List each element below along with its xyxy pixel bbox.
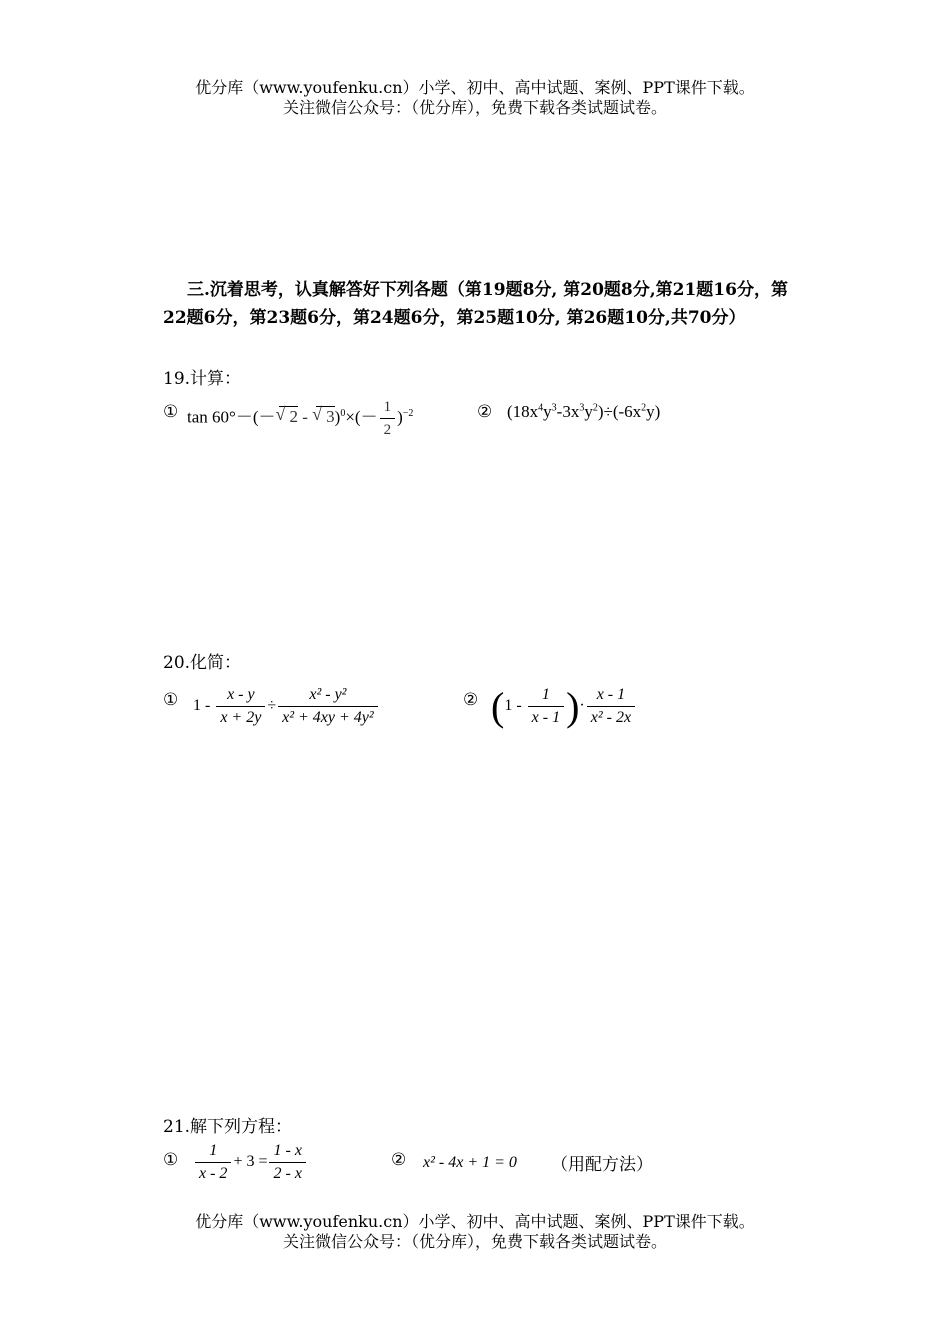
section-title: 三.沉着思考，认真解答好下列各题（第19题8分, 第20题8分,第21题16分，第22题6分，第23题6分，第24题6分，第25题10分, 第26题10分,共70分） [163, 280, 788, 328]
q19-p1-fraction [380, 396, 396, 441]
q19-p1-a: tan 60°－(－ [187, 407, 276, 427]
numerator: x - 1 [587, 684, 635, 707]
numerator: 1 [195, 1140, 231, 1163]
q19-p2-e3: 3 [579, 402, 585, 414]
denominator: 2 - x [273, 1165, 302, 1182]
q19-p1-exp: −2 [402, 407, 414, 419]
q20-p2-fraction-2 [587, 684, 635, 729]
header-line-2: 关注微信公众号：（优分库），免费下载各类试题试卷。 [282, 98, 667, 117]
q21-p1-fraction-1 [195, 1140, 231, 1185]
q20-part2-expression: (1 - $\frac{1}{x - 1}$ )· $\frac{x - 1}{\text{x² - 2x}}$ [491, 684, 637, 729]
q21-row [163, 1140, 803, 1200]
q19-p2-b: y [543, 402, 552, 421]
radicand-3: 3 [326, 407, 335, 427]
q21-p1-fraction-2 [269, 1140, 305, 1185]
q19-label: 19.计算： [163, 369, 242, 389]
q20-p1-fraction-1 [216, 684, 265, 729]
q20-part1-mark: ① [163, 690, 179, 710]
q19-p2-g: y) [646, 402, 661, 421]
q19-p1-minus: - [297, 407, 313, 427]
footer-line-2: 关注微信公众号：（优分库），免费下载各类试题试卷。 [282, 1232, 667, 1251]
q19-p2-c: -3x [556, 402, 580, 421]
denominator: x² + 4xy + 4y² [282, 709, 374, 726]
q19-p2-e4: 2 [592, 402, 598, 414]
q20-label: 20.化简： [163, 653, 242, 673]
q19-p2-f: )÷(-6x [597, 402, 642, 421]
q20-p2-dot: · [579, 697, 585, 715]
q19-row [163, 396, 803, 456]
q19-p2-e1: 4 [538, 402, 544, 414]
numerator: x - y [216, 684, 265, 707]
q20-p1-fraction-2 [278, 684, 378, 729]
denominator: x + 2y [220, 709, 262, 726]
numerator: 1 - x [269, 1140, 305, 1163]
radicand-2: 2 [289, 407, 298, 427]
q20-part1-expression [193, 684, 380, 729]
q20-part2-mark: ② [463, 690, 479, 710]
denominator: x - 1 [531, 709, 561, 726]
header-line-1: 优分库（www.youfenku.cn）小学、初中、高中试题、案例、PPT课件下载。 [195, 78, 755, 97]
q20-p1-divide: ÷ [267, 697, 277, 715]
sqrt-3 [316, 406, 335, 427]
q21-p1-mid: + 3 = [233, 1153, 268, 1171]
q19-part2-mark: ② [477, 402, 493, 422]
denominator: 2 [383, 422, 392, 438]
q21-part2-equation: x² - 4x + 1 = 0 [423, 1154, 517, 1171]
q19-p1-b: ) [334, 407, 341, 427]
q19-p2-e5: 2 [641, 402, 647, 414]
denominator: x² - 2x [590, 709, 632, 726]
q21-label: 21.解下列方程： [163, 1117, 293, 1137]
numerator: 1 [380, 396, 396, 419]
q21-part1-mark: ① [163, 1150, 179, 1170]
q21-part2-note: （用配方法） [551, 1155, 653, 1174]
q19-p2-e2: 3 [551, 402, 557, 414]
q19-p1-d: ) [397, 407, 403, 427]
q19-p1-exp0: 0 [340, 407, 346, 419]
denominator: x - 2 [199, 1165, 228, 1182]
q21-part1-expression [193, 1140, 308, 1185]
q19-p1-c: ×(－ [345, 407, 378, 427]
q19-part1-expression [187, 396, 413, 441]
numerator: x² - y² [278, 684, 378, 707]
q21-part2-mark: ② [391, 1150, 407, 1170]
q20-p2-lead: 1 - [504, 697, 526, 715]
q20-row [163, 684, 803, 744]
q19-p2-d: y [584, 402, 593, 421]
q20-p2-fraction-1 [528, 684, 564, 729]
q19-part2-expression [507, 402, 660, 422]
footer-line-1: 优分库（www.youfenku.cn）小学、初中、高中试题、案例、PPT课件下载。 [195, 1212, 755, 1231]
sqrt-2 [279, 406, 298, 427]
q19-p2-a: (18x [507, 402, 539, 421]
q20-p1-lead: 1 - [193, 697, 215, 715]
q19-part1-mark: ① [163, 402, 179, 422]
numerator: 1 [528, 684, 564, 707]
